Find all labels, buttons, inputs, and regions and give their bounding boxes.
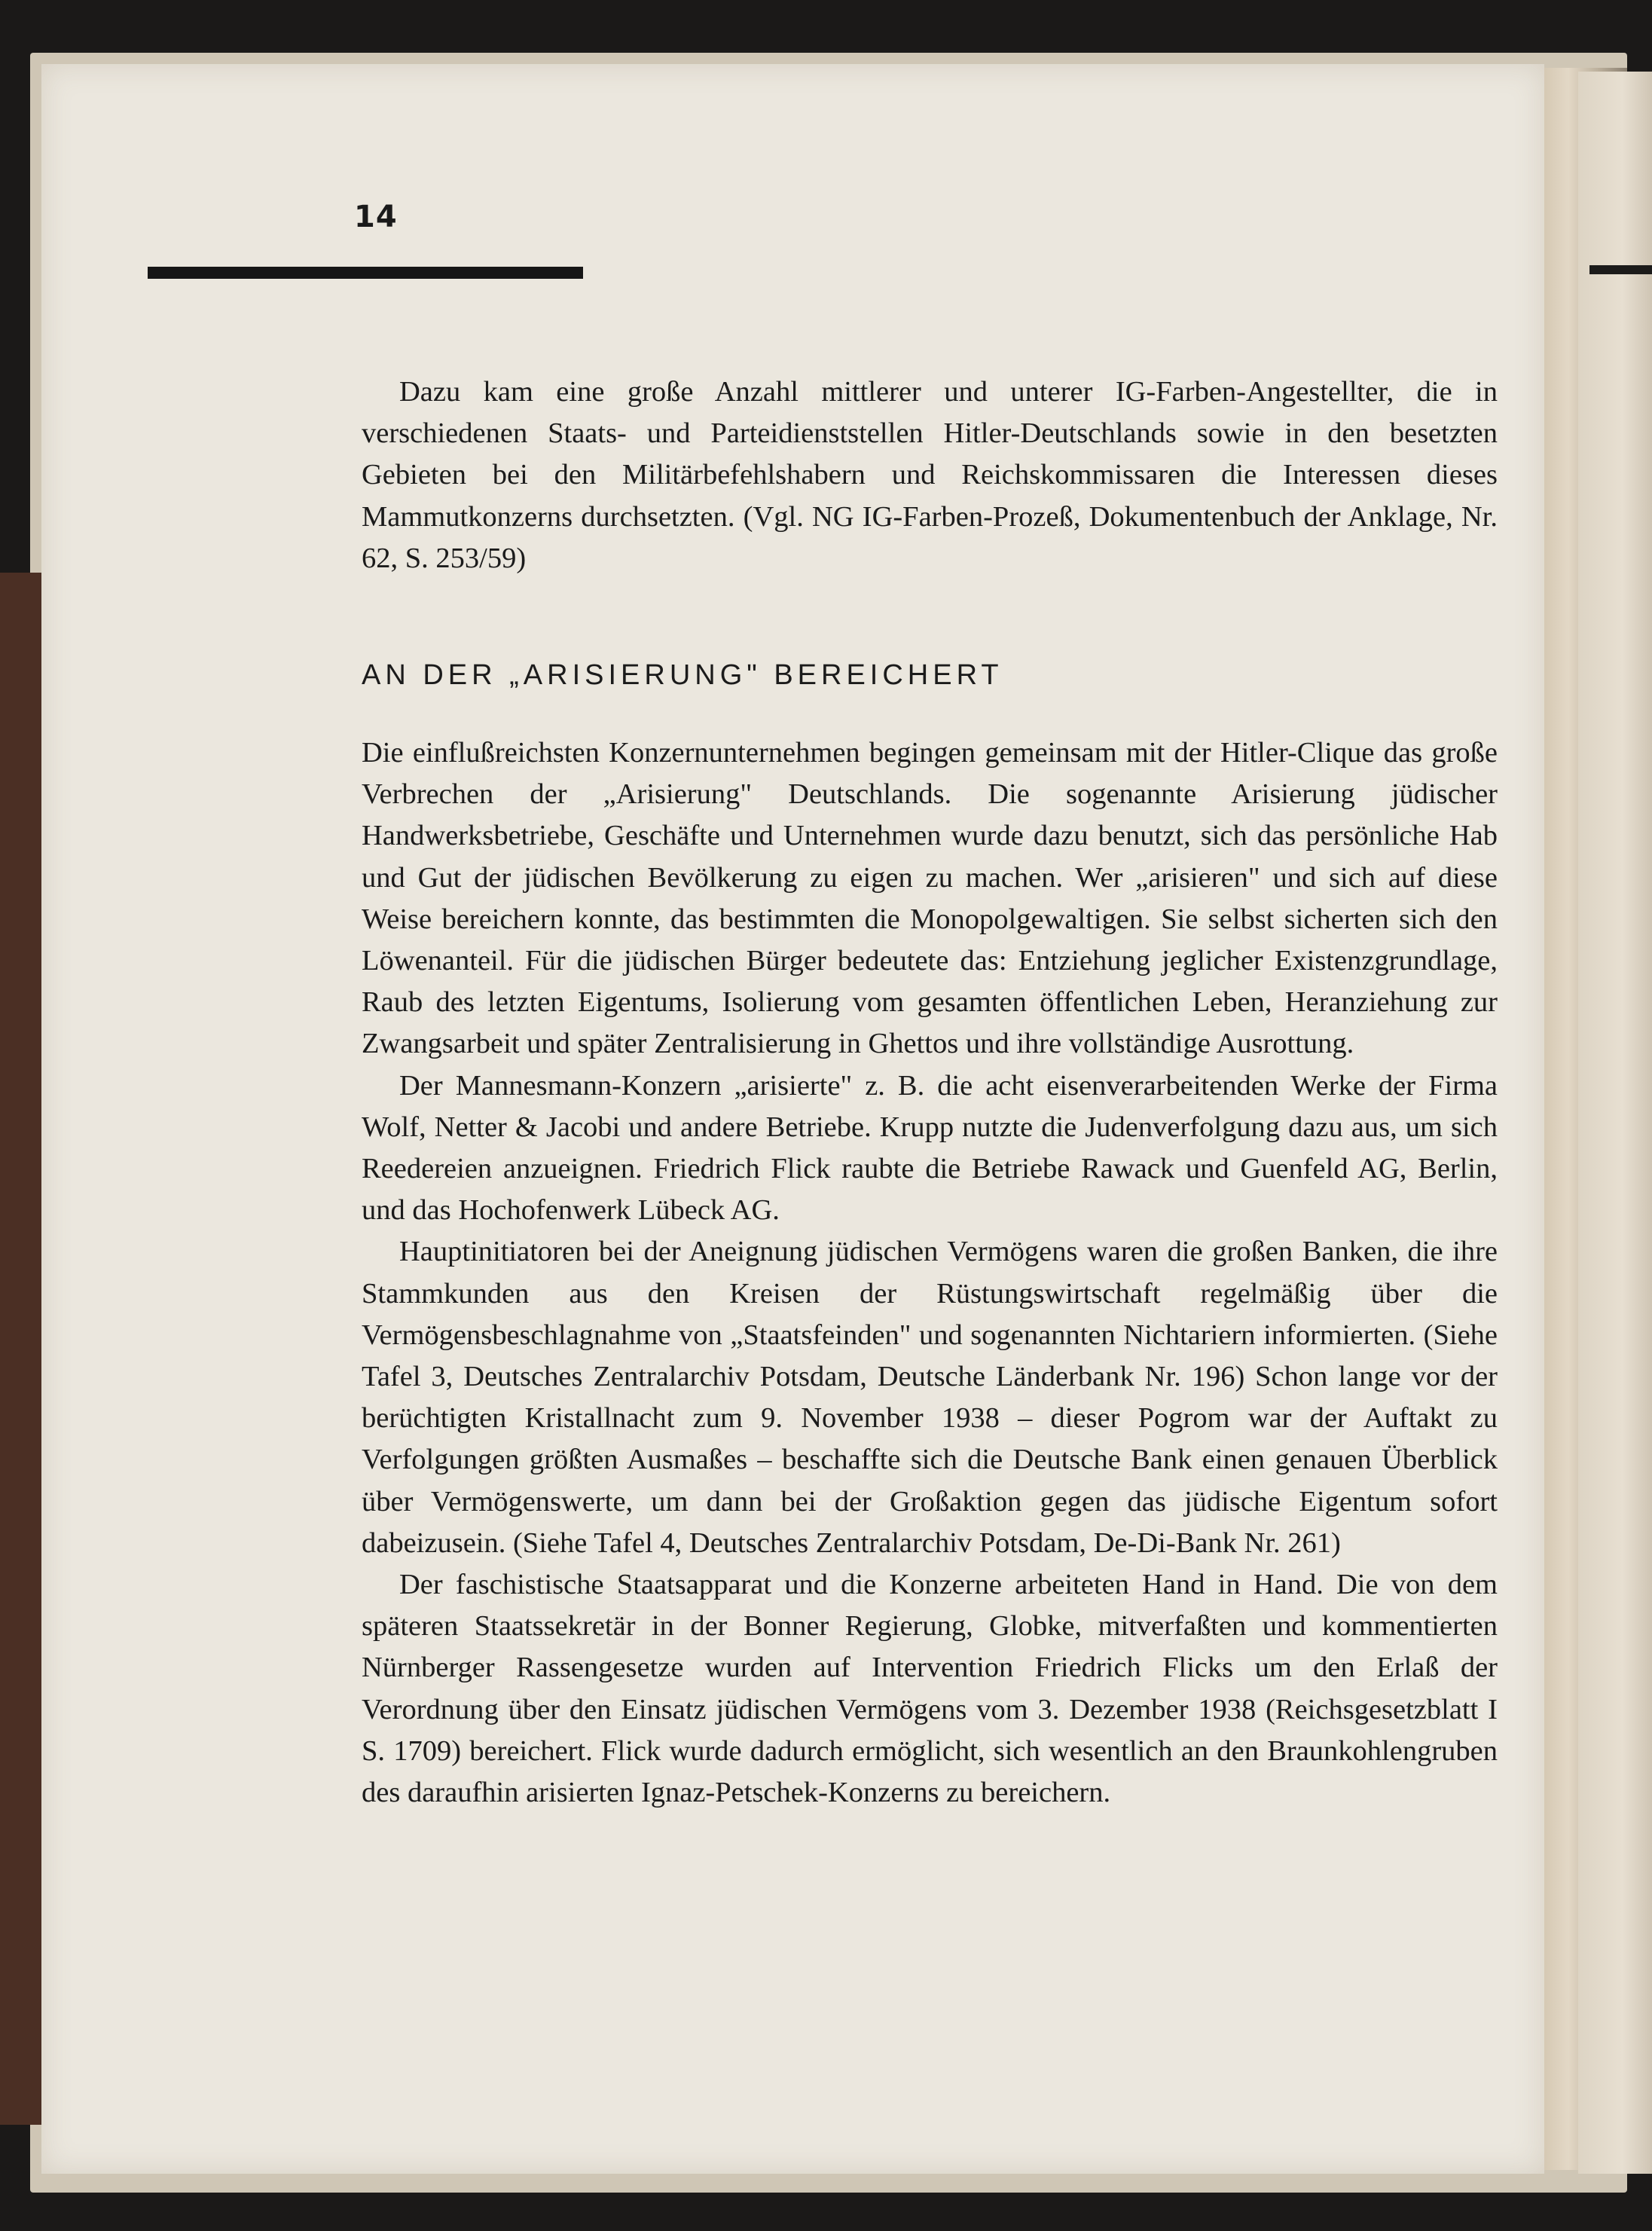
intro-paragraph: Dazu kam eine große Anzahl mittlerer und unterer IG-Farben-Angestellter, die in verschiedenen Staats- und Parteidienststellen Hitler-Deutschlands sowie in den besetzten Gebieten bei den Militärbefehlshabern und Reichskommissaren die Interessen dieses Mammutkonzerns durchsetzten. (Vgl. NG IG-Farben-Prozeß, Dokumentenbuch der Anklage, Nr. 62, S. 253/59) <box>362 376 1498 574</box>
page-number: 14 <box>354 200 398 234</box>
header-rule <box>148 267 583 279</box>
facing-page-edge <box>1578 72 1652 2174</box>
section-heading: AN DER „ARISIERUNG" BEREICHERT <box>362 659 1003 692</box>
body-paragraph-1: Die einflußreichsten Konzernunternehmen begingen gemeinsam mit der Hitler-Clique das große Verbrechen der „Arisierung" Deutschlands. Die sogenannte Arisierung jüdischer Handwerksbetriebe, Geschäfte und Unternehmen wurde dazu benutzt, sich das persönliche Hab und Gut der jüdischen Bevölkerung zu eigen zu machen. Wer „arisieren" und sich auf diese Weise bereichern konnte, das bestimmten die Monopolgewaltigen. Sie selbst sicherten sich den Löwenanteil. Für die jüdischen Bürger bedeutete das: Entziehung jeglicher Existenzgrundlage, Raub des letzten Eigentums, Isolierung vom gesamten öffentlichen Leben, Heranziehung zur Zwangsarbeit und später Zentralisierung in Ghettos und ihre vollständige Ausrottung. <box>362 737 1498 1060</box>
body-paragraph-4: Der faschistische Staatsapparat und die Konzerne arbeiteten Hand in Hand. Die von dem späteren Staatssekretär in der Bonner Regierung, Globke, mitverfaßten und kommentierten Nürnberger Rassengesetze wurden auf Intervention Friedrich Flicks um den Erlaß der Verordnung über den Einsatz jüdischen Vermögens vom 3. Dezember 1938 (Reichsgesetzblatt I S. 1709) bereichert. Flick wurde dadurch ermöglicht, sich wesentlich an den Braunkohlengruben des daraufhin arisierten Ignaz-Petschek-Konzerns zu bereichern. <box>362 1569 1498 1809</box>
body-paragraph-3: Hauptinitiatoren bei der Aneignung jüdischen Vermögens waren die großen Banken, die ihre Stammkunden aus den Kreisen der Rüstungswirtschaft regelmäßig über die Vermögensbeschlagnahme von „Staatsfeinden" und sogenannten Nichtariern informierten. (Siehe Tafel 3, Deutsches Zentralarchiv Potsdam, Deutsche Länderbank Nr. 196) Schon lange vor der berüchtigten Kristallnacht zum 9. November 1938 – dieser Pogrom war der Auftakt zu Verfolgungen größten Ausmaßes – beschaffte sich die Deutsche Bank einen genauen Überblick über Vermögenswerte, um dann bei der Großaktion gegen das jüdische Eigentum sofort dabeizusein. (Siehe Tafel 4, Deutsches Zentralarchiv Potsdam, De-Di-Bank Nr. 261) <box>362 1236 1498 1559</box>
facing-page-rule <box>1589 265 1652 274</box>
body-paragraph-2: Der Mannesmann-Konzern „arisierte" z. B. die acht eisenverarbeitenden Werke der Firma Wolf, Netter & Jacobi und andere Betriebe. Krupp nutzte die Judenverfolgung dazu aus, um sich Reedereien anzueignen. Friedrich Flick raubte die Betriebe Rawack und Guenfeld AG, Berlin, und das Hochofenwerk Lübeck AG. <box>362 1069 1498 1227</box>
left-binding <box>0 573 45 2125</box>
page-body <box>362 371 1498 1814</box>
